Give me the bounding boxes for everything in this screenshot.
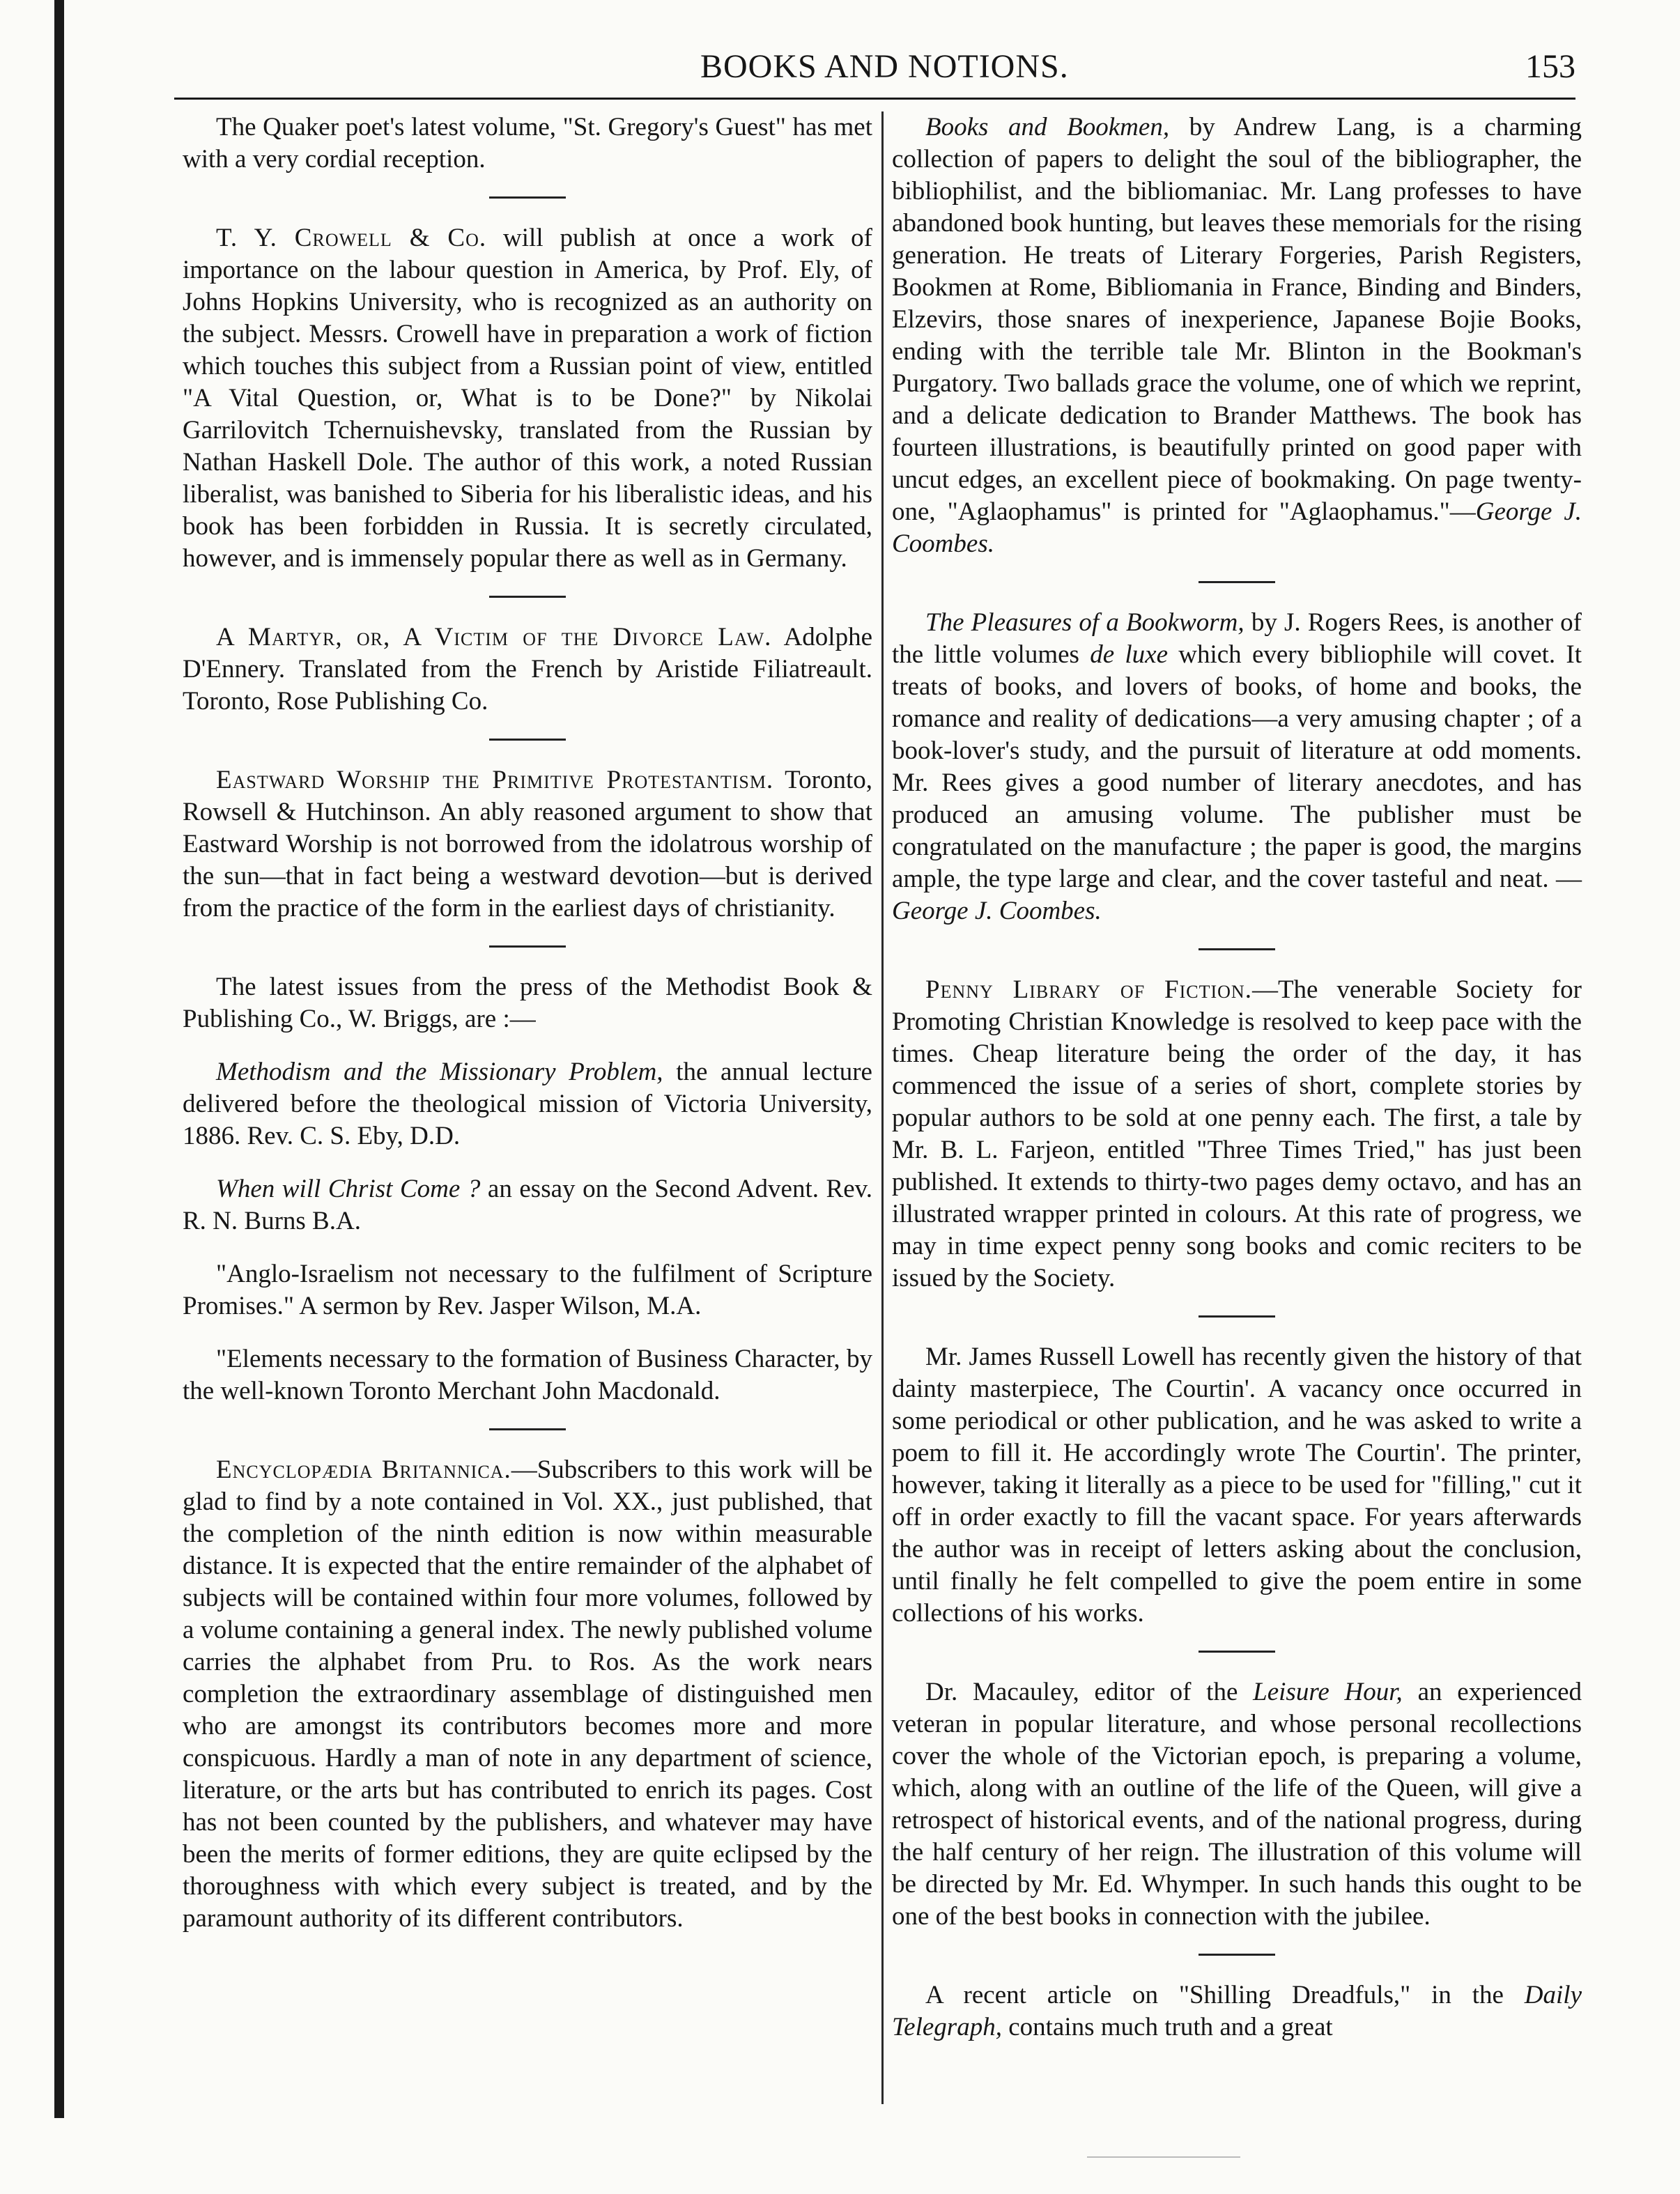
article-paragraph: [183, 1056, 872, 1152]
italic-title: de luxe: [1090, 640, 1168, 669]
paragraph-text: "Elements necessary to the formation of Business Character, by the well-known Toronto Merchant John Macdonald.: [183, 1345, 872, 1405]
paragraph-text: Dr. Macauley, editor of the: [925, 1678, 1254, 1706]
paragraph-text: A recent article on "Shilling Dreadfuls," in the: [925, 1981, 1525, 2009]
section-separator: [489, 596, 566, 598]
paragraph-heading: T. Y. Crowell & Co.: [216, 224, 487, 252]
section-separator: [489, 739, 566, 741]
paragraph-text: —The venerable Society for Promoting Christian Knowledge is resolved to keep pace with the times. Cheap literature being the order of the day, it has commenced the issue of a series of short, complete stories by popular authors to be sold at one penny each. The first, a tale by Mr. B. L. Farjeon, entitled "Three Times Tried," has just been published. It extends to thirty-two pages demy octavo, and has an illustrated wrapper printed in colours. At this rate of progress, we may in time expect penny song books and comic reciters to be issued by the Society.: [892, 975, 1582, 1292]
article-paragraph: [892, 111, 1582, 560]
paragraph-text: will publish at once a work of importance on the labour question in America, by Prof. Ely, of Johns Hopkins University, who is recognized as an authority on the subject. Messrs. Crowell have in preparation a work of fiction which touches this subject from a Russian point of view, entitled "A Vital Question, or, What is to be Done?" by Nikolai Garrilovitch Tchernuishevsky, translated from the Russian by Nathan Haskell Dole. The author of this work, a noted Russian liberalist, was banished to Siberia for his liberalistic ideas, and his book has been forbidden in Russia. It is secretly circulated, however, and is immensely popular there as well as in Germany.: [183, 224, 872, 573]
paragraph-text: "Anglo-Israelism not necessary to the fulfilment of Scripture Promises." A sermon by Rev. Jasper Wilson, M.A.: [183, 1260, 872, 1320]
paragraph-text: an essay on the Second Advent. Rev. R. N. Burns B.A.: [183, 1175, 872, 1235]
italic-title: Methodism and the Missionary Problem,: [216, 1058, 663, 1086]
italic-title: George J. Coombes.: [892, 897, 1102, 925]
article-paragraph: [892, 974, 1582, 1295]
paragraph-text: an experienced veteran in popular literature, and whose personal recollections cover the whole of the Victorian epoch, is preparing a volume, which, along with an outline of the life of the Queen, will give a retrospect of historical events, and of the national progress, during the half century of her reign. The illustration of this volume will be directed by Mr. Ed. Whymper. In such hands this ought to be one of the best books in connection with the jubilee.: [892, 1678, 1582, 1931]
page-number: 153: [1525, 48, 1575, 85]
article-paragraph: [183, 621, 872, 718]
section-separator: [1199, 1315, 1275, 1318]
article-paragraph: [183, 111, 872, 176]
italic-title: George J. Coombes.: [892, 497, 1582, 558]
article-paragraph: [183, 1343, 872, 1407]
paragraph-text: —Subscribers to this work will be glad to find by a note contained in Vol. XX., just published, that the completion of the ninth edition is now within measurable distance. It is expected that the entire remainder of the alphabet of subjects will be contained within four more volumes, followed by a volume containing a general index. The newly published volume carries the alphabet from Pru. to Ros. As the work nears completion the extraordinary assemblage of distinguished men who are amongst its contributors becomes more and more conspicuous. Hardly a man of note in any department of science, literature, or the arts but has contributed to enrich its pages. Cost has not been counted by the publishers, and whatever may have been the merits of former editions, they are quite eclipsed by the thoroughness with which every subject is treated, and by the paramount authority of its different contributors.: [183, 1455, 872, 1933]
article-paragraph: [892, 1341, 1582, 1630]
article-paragraph: [183, 764, 872, 925]
section-separator: [489, 1428, 566, 1430]
section-separator: [1199, 948, 1275, 950]
article-paragraph: [892, 1676, 1582, 1933]
paragraph-text: The latest issues from the press of the Methodist Book & Publishing Co., W. Briggs, are :—: [183, 973, 872, 1033]
article-paragraph: [892, 607, 1582, 927]
right-column: [892, 111, 1582, 2064]
article-paragraph: [183, 1454, 872, 1935]
section-separator: [489, 945, 566, 948]
article-paragraph: [892, 1979, 1582, 2044]
italic-title: Leisure Hour,: [1253, 1678, 1403, 1706]
paragraph-text: by J. Rogers Rees, is another of the little volumes: [892, 608, 1582, 669]
paragraph-text: which every bibliophile will covet. It treats of books, and lovers of books, of home and books, the romance and reality of dedications—a very amusing chapter ; of a book-lover's study, and the pursuit of literature at odd moments. Mr. Rees gives a good number of literary anecdotes, and has produced an amusing volume. The publisher must be congratulated on the manufacture ; the paper is good, the margins ample, the type large and clear, and the cover tasteful and neat. —: [892, 640, 1582, 893]
left-column: [183, 111, 872, 1956]
bottom-rule: [1087, 2156, 1240, 2158]
paragraph-text: by Andrew Lang, is a charming collection of papers to delight the soul of the bibliographer, the bibliophilist, and the bibliomaniac. Mr. Lang professes to have abandoned book hunting, but leaves these memorials for the rising generation. He treats of Literary Forgeries, Parish Registers, Bookmen at Rome, Bibliomania in France, Binding and Binders, Elzevirs, those snares of inexperience, Japanese Bojie Books, ending with the terrible tale Mr. Blinton in the Bookman's Purgatory. Two ballads grace the volume, one of which we reprint, and a delicate dedication to Brander Matthews. The book has fourteen illustrations, is beautifully printed on good paper with uncut edges, an excellent piece of bookmaking. On page twenty-one, "Aglaophamus" is printed for "Aglaophamus."—: [892, 113, 1582, 526]
paragraph-text: Adolphe D'Ennery. Translated from the French by Aristide Filiatreault. Toronto, Rose Publishing Co.: [183, 623, 872, 716]
article-paragraph: [183, 971, 872, 1035]
section-separator: [1199, 1651, 1275, 1653]
column-divider: [881, 111, 884, 2104]
italic-title: When will Christ Come ?: [216, 1175, 481, 1203]
running-head: BOOKS AND NOTIONS.: [700, 48, 1069, 85]
article-paragraph: [183, 1173, 872, 1237]
paragraph-heading: A Martyr, or, A Victim of the Divorce Law.: [216, 623, 772, 651]
paragraph-text: contains much truth and a great: [1001, 2013, 1333, 2041]
section-separator: [489, 196, 566, 199]
paragraph-text: The Quaker poet's latest volume, "St. Gregory's Guest" has met with a very cordial reception.: [183, 113, 872, 173]
italic-title: The Pleasures of a Bookworm,: [925, 608, 1244, 637]
section-separator: [1199, 1954, 1275, 1956]
section-separator: [1199, 581, 1275, 583]
article-paragraph: [183, 222, 872, 575]
paragraph-text: Mr. James Russell Lowell has recently given the history of that dainty masterpiece, The Courtin'. A vacancy once occurred in some periodical or other publication, and he was asked to write a poem to fill it. He accordingly wrote The Courtin'. The printer, however, taking it literally as a piece to be used for "filling," cut it off in order exactly to fill the vacant space. For years afterwards the author was in receipt of letters asking about the conclusion, until finally he felt compelled to give the poem entire in some collections of his works.: [892, 1343, 1582, 1628]
paragraph-text: Toronto, Rowsell & Hutchinson. An ably reasoned argument to show that Eastward Worship is not borrowed from the idolatrous worship of the sun—that in fact being a westward devotion—but is derived from the practice of the form in the earliest days of christianity.: [183, 766, 873, 922]
article-paragraph: [183, 1258, 872, 1322]
paragraph-heading: Encyclopædia Britannica.: [216, 1455, 511, 1484]
page-header: [174, 42, 1575, 100]
paragraph-heading: Eastward Worship the Primitive Protestantism.: [216, 766, 774, 794]
page-binding-edge: [54, 0, 64, 2118]
paragraph-heading: Penny Library of Fiction.: [925, 975, 1252, 1004]
italic-title: Daily Telegraph,: [892, 1981, 1582, 2041]
italic-title: Books and Bookmen,: [925, 113, 1170, 141]
paragraph-text: the annual lecture delivered before the theological mission of Victoria University, 1886. Rev. C. S. Eby, D.D.: [183, 1058, 872, 1150]
